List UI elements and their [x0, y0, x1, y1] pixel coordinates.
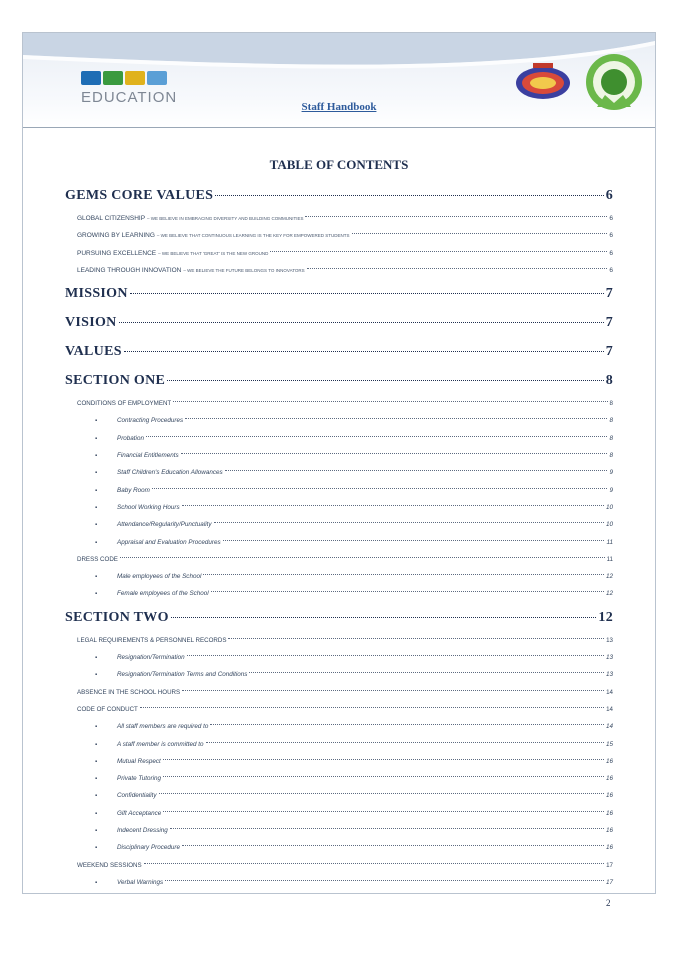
- toc-entry-label: PURSUING EXCELLENCE: [77, 249, 157, 257]
- toc-page-number: 12: [605, 573, 613, 581]
- dot-leader: [206, 742, 604, 743]
- toc-entry-label: CODE OF CONDUCT: [77, 705, 138, 713]
- toc-page-number: 8: [605, 373, 613, 389]
- toc-section-entry[interactable]: [65, 308, 613, 337]
- toc-page-number: 13: [605, 654, 613, 662]
- toc-page-number: 11: [606, 538, 613, 546]
- toc-subsection-entry[interactable]: [65, 395, 613, 412]
- toc-entry-label: GEMS CORE VALUES: [65, 188, 214, 203]
- bullet-icon: ▪: [95, 435, 98, 442]
- table-of-contents: [65, 181, 613, 891]
- toc-subsection-entry[interactable]: [65, 262, 613, 279]
- bullet-icon: ▪: [95, 776, 98, 783]
- toc-page-number: 6: [605, 188, 613, 203]
- toc-entry-label: Female employees of the School: [117, 590, 209, 598]
- toc-entry-label: A staff member is committed to: [117, 740, 204, 748]
- bullet-icon: ▪: [95, 724, 98, 731]
- toc-page-number: 14: [606, 688, 613, 696]
- dot-leader: [181, 453, 608, 454]
- toc-entry-label: Resignation/Termination Terms and Conditions: [117, 671, 248, 679]
- logo-square-green: [103, 71, 123, 85]
- dot-leader: [130, 293, 604, 294]
- school-badge-icon: [513, 61, 573, 101]
- dot-leader: [305, 216, 607, 217]
- toc-item-entry[interactable]: [65, 516, 613, 533]
- toc-page-number: 8: [609, 452, 613, 460]
- toc-page-number: 12: [598, 609, 613, 625]
- dot-leader: [249, 672, 604, 673]
- toc-entry-label: Confidentiality: [117, 792, 157, 800]
- dot-leader: [170, 828, 604, 829]
- toc-entry-label: WEEKEND SESSIONS: [77, 861, 142, 869]
- toc-page-number: 16: [605, 792, 613, 800]
- toc-entry-label: All staff members are required to: [117, 723, 209, 731]
- toc-item-entry[interactable]: [65, 753, 613, 770]
- bullet-icon: ▪: [95, 758, 98, 765]
- dot-leader: [171, 617, 597, 618]
- toc-entry-label: GROWING BY LEARNING: [77, 232, 155, 240]
- bullet-icon: ▪: [95, 810, 98, 817]
- toc-page-number: 6: [609, 249, 613, 257]
- dot-leader: [163, 776, 604, 777]
- toc-section-entry[interactable]: [65, 603, 613, 632]
- toc-page-number: 16: [605, 775, 613, 783]
- handbook-title: Staff Handbook: [301, 101, 377, 113]
- toc-page-number: 8: [609, 400, 613, 408]
- toc-subsection-entry[interactable]: [65, 701, 613, 718]
- dot-leader: [163, 759, 604, 760]
- toc-item-entry[interactable]: [65, 568, 613, 585]
- toc-entry-label: Male employees of the School: [117, 573, 202, 581]
- bullet-icon: ▪: [95, 418, 98, 425]
- toc-section-entry[interactable]: [65, 366, 613, 395]
- dot-leader: [182, 845, 604, 846]
- toc-item-entry[interactable]: [65, 736, 613, 753]
- toc-page-number: 17: [606, 861, 613, 869]
- toc-item-entry[interactable]: [65, 447, 613, 464]
- toc-entry-label: Indecent Dressing: [117, 827, 168, 835]
- dot-leader: [119, 322, 604, 323]
- dot-leader: [165, 880, 604, 881]
- toc-entry-label: Gift Acceptance: [117, 809, 162, 817]
- bullet-icon: ▪: [95, 470, 98, 477]
- toc-page-number: 16: [605, 827, 613, 835]
- toc-entry-description: – WE BELIEVE THE FUTURE BELONGS TO INNOVATORS: [183, 267, 305, 273]
- toc-page-number: 15: [605, 740, 613, 748]
- toc-entry-label: ABSENCE IN THE SCHOOL HOURS: [77, 688, 181, 696]
- toc-page-number: 14: [606, 705, 613, 713]
- dot-leader: [203, 574, 604, 575]
- bullet-icon: ▪: [95, 487, 98, 494]
- logo-square-yellow: [125, 71, 145, 85]
- toc-subsection-entry[interactable]: [65, 857, 613, 874]
- bullet-icon: ▪: [95, 845, 98, 852]
- toc-page-number: 7: [605, 315, 613, 331]
- toc-entry-label: VISION: [65, 315, 117, 331]
- bullet-icon: ▪: [95, 672, 98, 679]
- toc-page-number: 9: [609, 469, 613, 477]
- toc-section-entry[interactable]: [65, 279, 613, 308]
- toc-entry-label: Staff Children's Education Allowances: [117, 469, 223, 477]
- toc-item-entry[interactable]: [65, 770, 613, 787]
- toc-entry-label: Financial Entitlements: [117, 452, 179, 460]
- toc-subsection-entry[interactable]: [65, 210, 613, 227]
- toc-item-entry[interactable]: [65, 805, 613, 822]
- dot-leader: [187, 655, 604, 656]
- bullet-icon: ▪: [95, 504, 98, 511]
- toc-item-entry[interactable]: [65, 839, 613, 856]
- toc-page-number: 10: [605, 503, 613, 511]
- toc-page-number: 16: [605, 809, 613, 817]
- header-divider: [23, 127, 655, 128]
- toc-entry-label: Attendance/Regularity/Punctuality: [117, 521, 212, 529]
- dot-leader: [159, 793, 604, 794]
- toc-subsection-entry[interactable]: [65, 684, 613, 701]
- toc-page-number: 11: [606, 555, 613, 563]
- toc-item-entry[interactable]: [65, 499, 613, 516]
- page-number: 2: [606, 898, 611, 908]
- toc-entry-label: LEGAL REQUIREMENTS & PERSONNEL RECORDS: [77, 636, 227, 644]
- dot-leader: [163, 811, 604, 812]
- dot-leader: [185, 418, 607, 419]
- toc-entry-label: Probation: [117, 434, 144, 442]
- dot-leader: [167, 380, 604, 381]
- toc-page-number: 6: [609, 232, 613, 240]
- toc-entry-label: Private Tutoring: [117, 775, 161, 783]
- toc-entry-label: Mutual Respect: [117, 757, 161, 765]
- toc-page-number: 9: [609, 486, 613, 494]
- dot-leader: [173, 401, 607, 402]
- toc-entry-label: VALUES: [65, 344, 122, 360]
- bullet-icon: ▪: [95, 574, 98, 581]
- toc-entry-label: Baby Room: [117, 486, 150, 494]
- toc-entry-label: Contracting Procedures: [117, 417, 184, 425]
- bullet-icon: ▪: [95, 828, 98, 835]
- bullet-icon: ▪: [95, 539, 98, 546]
- toc-section-entry[interactable]: [65, 337, 613, 366]
- dot-leader: [120, 557, 605, 558]
- toc-item-entry[interactable]: [65, 822, 613, 839]
- toc-entry-label: Resignation/Termination: [117, 654, 185, 662]
- toc-entry-label: LEADING THROUGH INNOVATION: [77, 266, 182, 274]
- toc-page-number: 8: [609, 417, 613, 425]
- dot-leader: [146, 436, 608, 437]
- toc-page-number: 10: [605, 521, 613, 529]
- dot-leader: [140, 707, 604, 708]
- bullet-icon: ▪: [95, 741, 98, 748]
- toc-entry-description: – WE BELIEVE IN EMBRACING DIVERSITY AND BUILDING COMMUNITIES: [147, 216, 304, 221]
- dot-leader: [144, 863, 604, 864]
- bullet-icon: ▪: [95, 793, 98, 800]
- dot-leader: [182, 505, 604, 506]
- toc-item-entry[interactable]: [65, 464, 613, 481]
- toc-entry-label: DRESS CODE: [77, 555, 118, 563]
- toc-page-number: 7: [605, 286, 613, 302]
- dot-leader: [270, 251, 607, 252]
- toc-entry-label: Verbal Warnings: [117, 878, 164, 886]
- dot-leader: [228, 638, 604, 639]
- accreditation-seal-icon: [583, 51, 645, 113]
- toc-entry-description: – WE BELIEVE THAT CONTINUOUS LEARNING IS THE KEY FOR EMPOWERED STUDENTS: [156, 233, 350, 239]
- toc-entry-label: School Working Hours: [117, 503, 180, 511]
- toc-page-number: 6: [609, 215, 613, 222]
- toc-item-entry[interactable]: [65, 585, 613, 602]
- bullet-icon: ▪: [95, 522, 98, 529]
- toc-entry-label: GLOBAL CITIZENSHIP: [77, 215, 146, 222]
- toc-item-entry[interactable]: [65, 787, 613, 804]
- bullet-icon: ▪: [95, 655, 98, 662]
- bullet-icon: ▪: [95, 591, 98, 598]
- toc-entry-description: – WE BELIEVE THAT 'GREAT' IS THE NEW GROUND: [158, 250, 269, 256]
- toc-entry-label: Appraisal and Evaluation Procedures: [117, 538, 221, 546]
- toc-item-entry[interactable]: [65, 482, 613, 499]
- dot-leader: [307, 268, 608, 269]
- toc-title: TABLE OF CONTENTS: [269, 157, 409, 172]
- toc-page-number: 7: [605, 344, 613, 360]
- toc-item-entry[interactable]: [65, 718, 613, 735]
- toc-page-number: 16: [605, 757, 613, 765]
- dot-leader: [210, 724, 604, 725]
- logo-text: EDUCATION: [81, 89, 178, 106]
- toc-subsection-entry[interactable]: [65, 245, 613, 262]
- dot-leader: [152, 488, 608, 489]
- dot-leader: [214, 522, 604, 523]
- dot-leader: [223, 540, 605, 541]
- dot-leader: [124, 351, 604, 352]
- toc-item-entry[interactable]: [65, 430, 613, 447]
- toc-item-entry[interactable]: [65, 412, 613, 429]
- dot-leader: [225, 470, 608, 471]
- dot-leader: [182, 690, 604, 691]
- toc-entry-label: Disciplinary Procedure: [117, 844, 180, 852]
- toc-subsection-entry[interactable]: [65, 227, 613, 244]
- dot-leader: [211, 591, 604, 592]
- logo-square-blue: [81, 71, 101, 85]
- logo-square-lightblue: [147, 71, 167, 85]
- toc-section-entry[interactable]: [65, 181, 613, 210]
- toc-subsection-entry[interactable]: [65, 632, 613, 649]
- toc-entry-label: SECTION TWO: [65, 609, 169, 625]
- toc-page-number: 8: [609, 434, 613, 442]
- toc-entry-label: SECTION ONE: [65, 373, 166, 389]
- toc-entry-label: CONDITIONS OF EMPLOYMENT: [77, 400, 172, 408]
- toc-page-number: 6: [609, 266, 613, 274]
- toc-page-number: 17: [605, 878, 613, 886]
- toc-page-number: 13: [606, 636, 613, 644]
- toc-item-entry[interactable]: [65, 534, 613, 551]
- toc-entry-label: MISSION: [65, 286, 128, 302]
- toc-page-number: 13: [605, 671, 613, 679]
- toc-subsection-entry[interactable]: [65, 551, 613, 568]
- bullet-icon: ▪: [95, 879, 98, 886]
- toc-item-entry[interactable]: [65, 874, 613, 891]
- toc-item-entry[interactable]: [65, 649, 613, 666]
- toc-page-number: 16: [605, 844, 613, 852]
- toc-page-number: 14: [605, 723, 613, 731]
- dot-leader: [215, 195, 603, 196]
- page-frame: [22, 32, 656, 894]
- bullet-icon: ▪: [95, 453, 98, 460]
- page-header: [23, 33, 655, 127]
- toc-item-entry[interactable]: [65, 666, 613, 683]
- toc-page-number: 12: [605, 590, 613, 598]
- dot-leader: [352, 233, 608, 234]
